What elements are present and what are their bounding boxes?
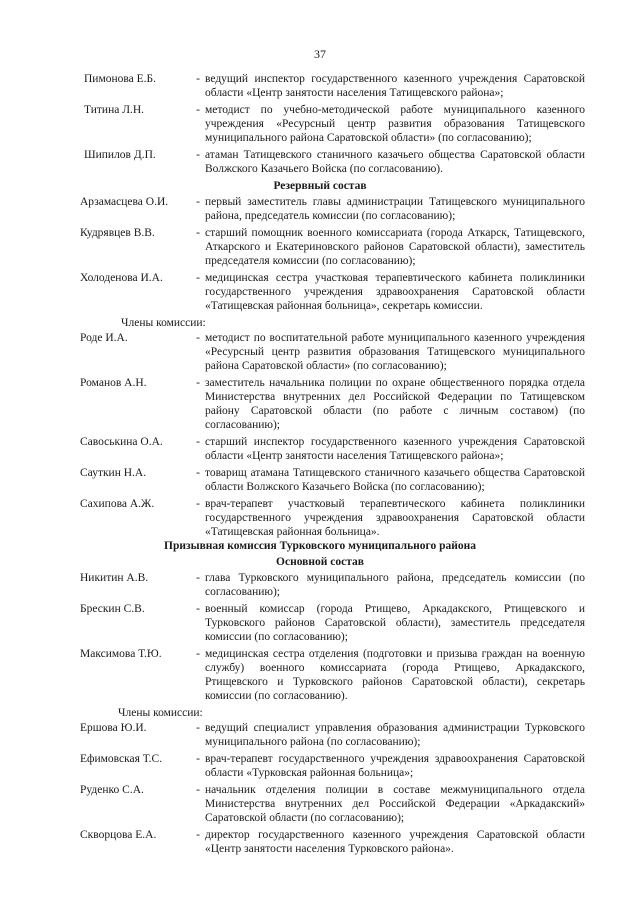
member-row — [0, 103, 640, 145]
member-row — [0, 195, 640, 223]
commission-title: Призывная комиссия Турковского муниципального района — [164, 540, 476, 552]
page-number: 37 — [314, 47, 326, 61]
member-name: Брескин С.В. — [80, 603, 145, 615]
member-position: старший помощник военного комиссариата (города Аткарск, Татищевского, Аткарского и Екатериновского районов Саратовской области), заместитель председателя комиссии (по согласованию); — [205, 227, 585, 267]
dash: - — [196, 332, 200, 344]
dash: - — [196, 104, 200, 116]
member-row — [0, 376, 640, 432]
member-position: товарищ атамана Татищевского станичного казачьего общества Саратовской области Волжского Казачьего Войска (по согласованию); — [205, 467, 585, 493]
member-name: Романов А.Н. — [80, 377, 147, 389]
member-position: начальник отделения полиции в составе межмуниципального отдела Министерства внутренних дел Российской Федерации «Аркадакский» Саратовской области (по согласованию); — [205, 784, 585, 824]
member-position: медицинская сестра отделения (подготовки и призыва граждан на военную службу) военного комиссариата (города Ртищево, Аркадакского, Ртищевского и Турковского районов Саратовской области), секретарь комиссии (по согласованию). — [205, 648, 585, 702]
dash: - — [196, 603, 200, 615]
member-name: Холоденова И.А. — [80, 272, 163, 284]
member-position: старший инспектор государственного казенного учреждения Саратовской области «Центр занятости населения Татищевского района»; — [205, 436, 585, 462]
member-row — [0, 828, 640, 856]
member-name: Пимонова Е.Б. — [84, 73, 157, 85]
dash: - — [196, 498, 200, 510]
turki-commission-block — [0, 538, 640, 859]
member-row — [0, 72, 640, 100]
member-name: Ершова Ю.И. — [80, 722, 147, 734]
dash: - — [196, 648, 200, 660]
dash: - — [196, 467, 200, 479]
member-position: врач-терапевт государственного учреждения здравоохранения Саратовской области «Турковская районная больница»; — [205, 753, 585, 779]
member-name: Ефимовская Т.С. — [80, 753, 163, 765]
dash: - — [196, 227, 200, 239]
member-name: Никитин А.В. — [80, 572, 149, 584]
member-name: Максимова Т.Ю. — [80, 648, 162, 660]
member-position: заместитель начальника полиции по охране общественного порядка отдела Министерства внутренних дел Российской Федерации по Татищевском району Саратовской области (по работе с личным составом) (по согласованию); — [205, 377, 585, 431]
tatishchevo-commission-block — [0, 72, 640, 542]
main-heading: Основной состав — [276, 556, 364, 568]
member-name: Скворцова Е.А. — [80, 829, 157, 841]
member-row — [0, 571, 640, 599]
dash: - — [196, 753, 200, 765]
member-row — [0, 466, 640, 494]
dash: - — [196, 572, 200, 584]
member-position: атаман Татищевского станичного казачьего общества Саратовской области Волжского Казачьего Войска (по согласованию). — [205, 149, 585, 175]
member-position: военный комиссар (города Ртищево, Аркадакского, Ртищевского и Турковского районов Саратовской области), заместитель председателя комиссии (по согласованию); — [205, 603, 585, 643]
member-position: методист по воспитательной работе муниципального казенного учреждения «Ресурсный центр развития образования Татищевского муниципального района Саратовской области» (по согласованию); — [205, 332, 585, 372]
dash: - — [196, 377, 200, 389]
dash: - — [196, 436, 200, 448]
dash: - — [196, 722, 200, 734]
dash: - — [196, 829, 200, 841]
member-position: медицинская сестра участковая терапевтического кабинета поликлиники государственного учреждения здравоохранения Саратовской области «Татищевская районная больница», секретарь комиссии. — [205, 272, 585, 312]
member-name: Титина Л.Н. — [84, 104, 145, 116]
reserve-heading: Резервный состав — [273, 180, 367, 192]
member-row — [0, 331, 640, 373]
member-row — [0, 647, 640, 703]
member-name: Савоськина О.А. — [80, 436, 163, 448]
member-position: глава Турковского муниципального района, председатель комиссии (по согласованию); — [205, 572, 585, 598]
member-position: ведущий специалист управления образования администрации Турковского муниципального района (по согласованию); — [205, 722, 585, 748]
member-row — [0, 435, 640, 463]
member-row — [0, 497, 640, 539]
member-row — [0, 752, 640, 780]
member-row — [0, 271, 640, 313]
member-name: Арзамасцева О.И. — [80, 196, 169, 208]
member-name: Сауткин Н.А. — [80, 467, 147, 479]
dash: - — [196, 784, 200, 796]
member-name: Руденко С.А. — [80, 784, 144, 796]
member-position: директор государственного казенного учреждения Саратовской области «Центр занятости населения Турковского района». — [205, 829, 585, 855]
member-name: Кудрявцев В.В. — [80, 227, 155, 239]
member-name: Роде И.А. — [80, 332, 128, 344]
member-row — [0, 148, 640, 176]
dash: - — [196, 272, 200, 284]
member-row — [0, 783, 640, 825]
member-position: первый заместитель главы администрации Татищевского муниципального района, председатель комиссии (по согласованию); — [205, 196, 585, 222]
member-row — [0, 226, 640, 268]
member-row — [0, 602, 640, 644]
dash: - — [196, 149, 200, 161]
member-name: Шипилов Д.П. — [84, 149, 156, 161]
members-label: Члены комиссии: — [118, 707, 203, 719]
dash: - — [196, 73, 200, 85]
member-row — [0, 721, 640, 749]
member-position: врач-терапевт участковый терапевтического кабинета поликлиники государственного учреждения здравоохранения Саратовской области «Татищевская районная больница». — [205, 498, 585, 538]
member-name: Сахипова А.Ж. — [80, 498, 155, 510]
member-position: ведущий инспектор государственного казенного учреждения Саратовской области «Центр занятости населения Татищевского района»; — [205, 73, 585, 99]
members-label: Члены комиссии: — [121, 317, 206, 329]
dash: - — [196, 196, 200, 208]
member-position: методист по учебно-методической работе муниципального казенного учреждения «Ресурсный центр развития образования Татищевского муниципального района Саратовской области» (по согласованию); — [205, 104, 585, 144]
